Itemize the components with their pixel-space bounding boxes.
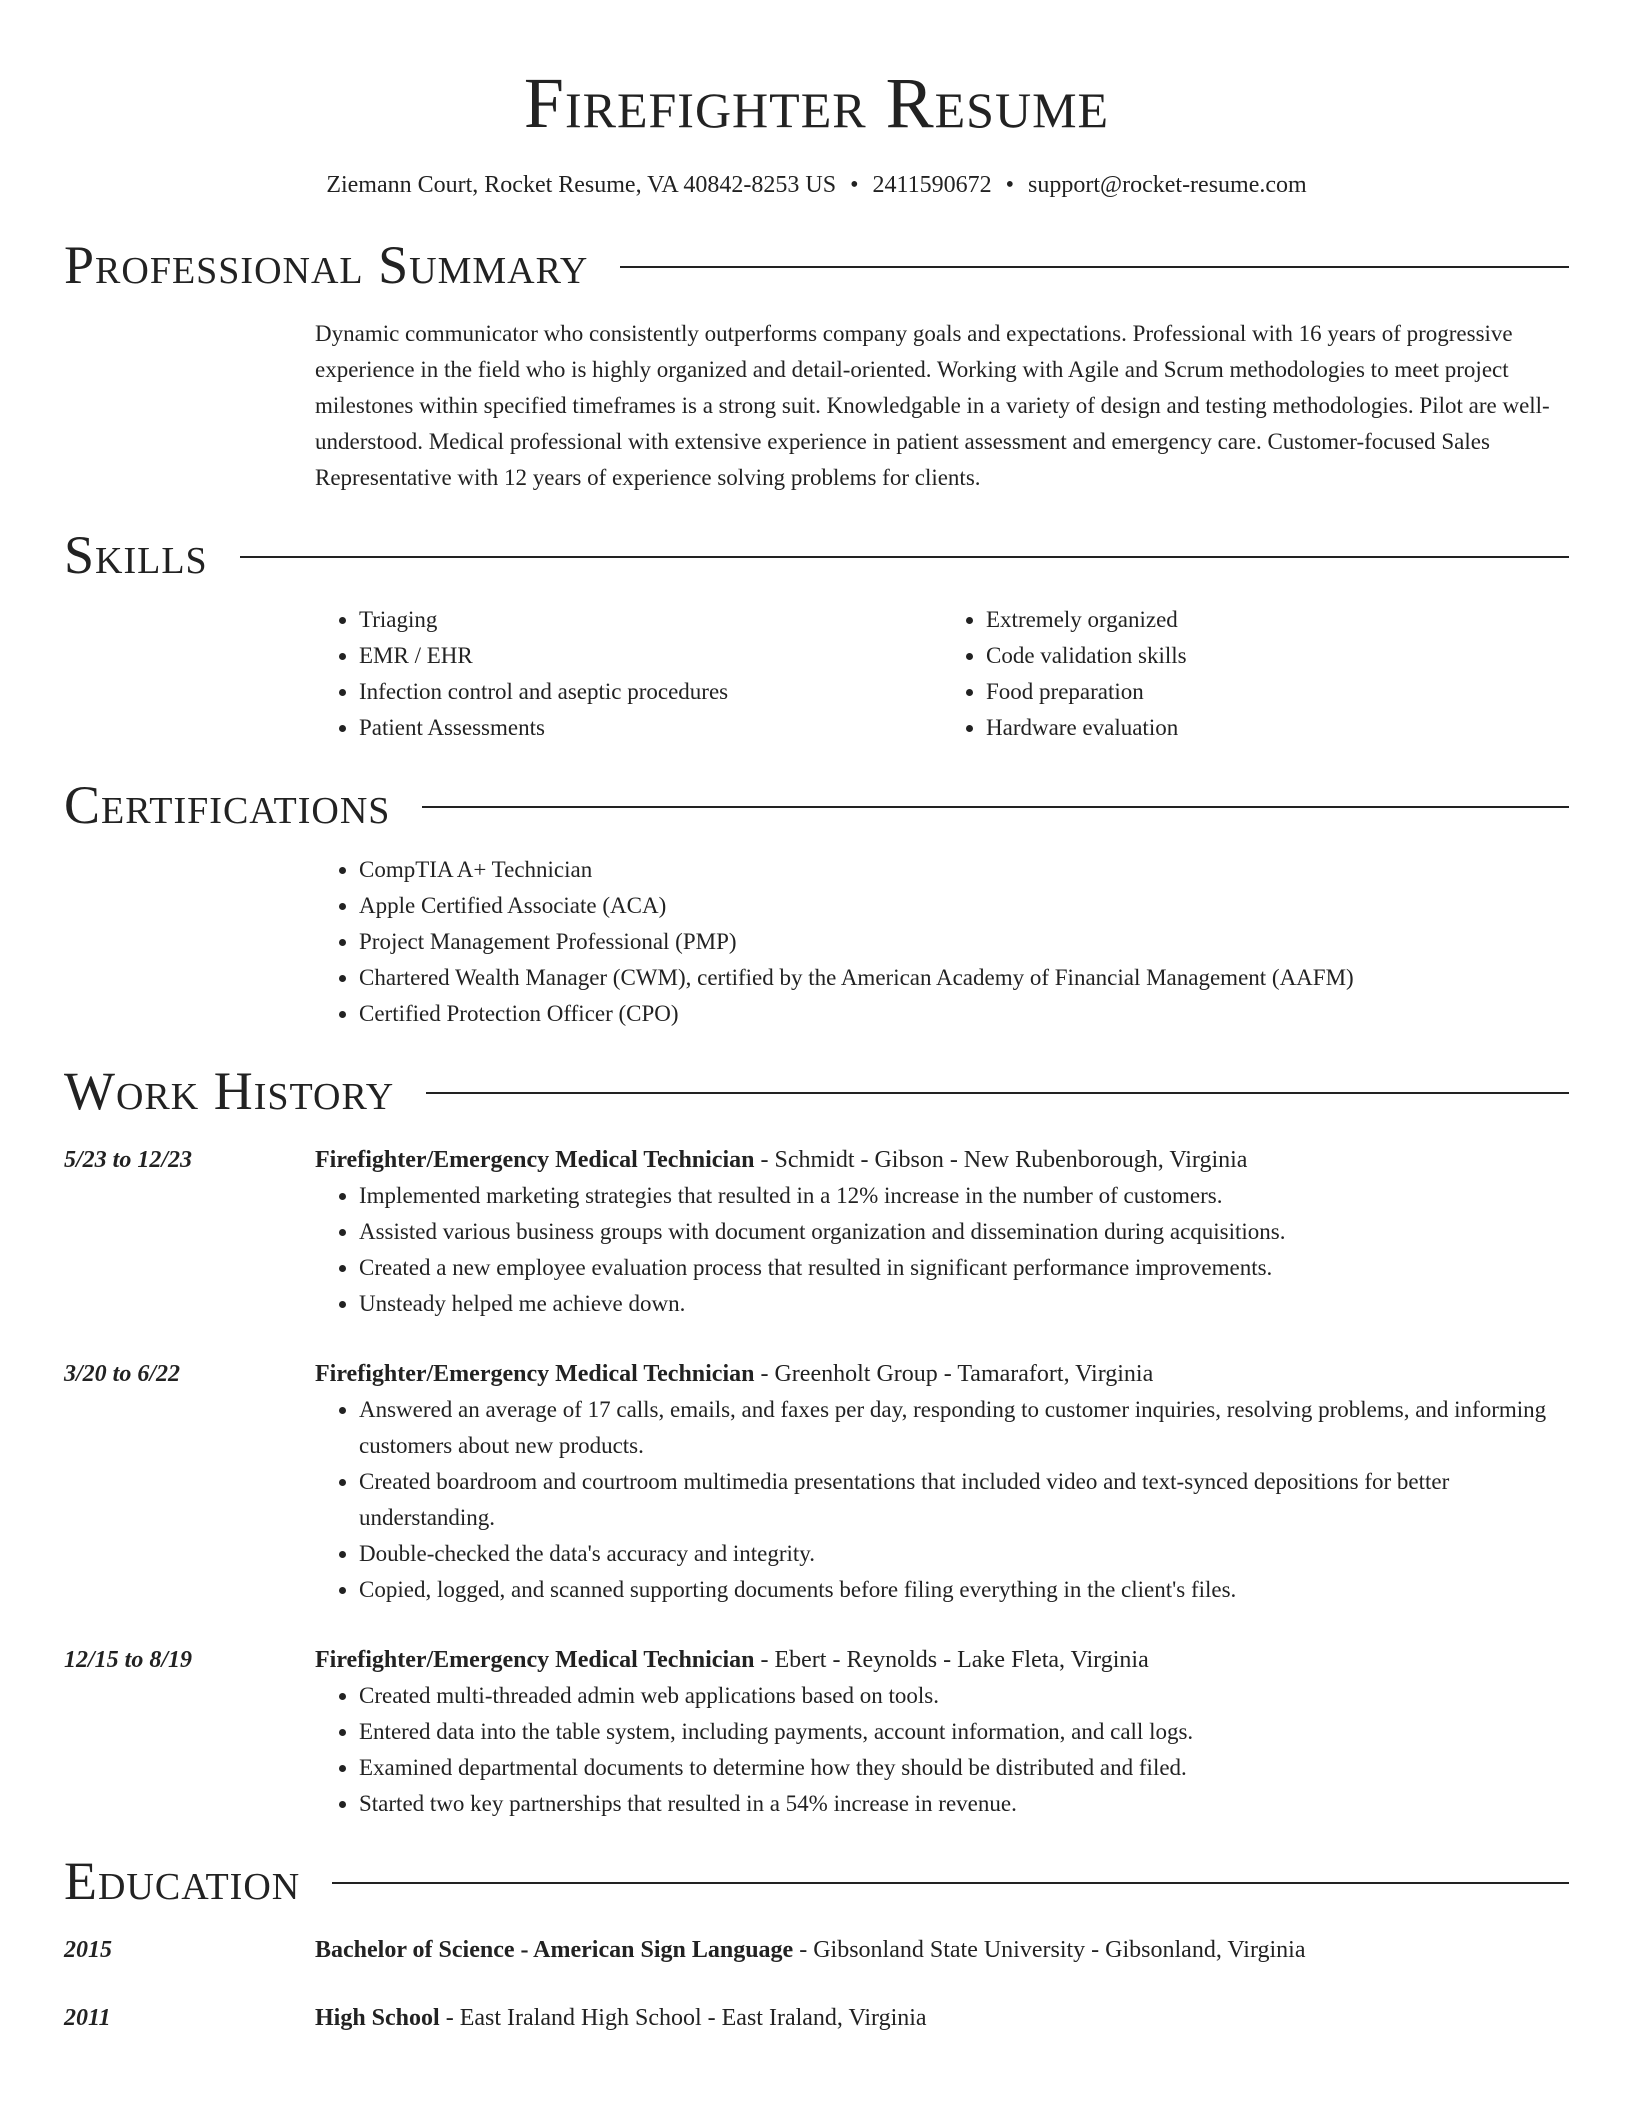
job-details: - Greenholt Group - Tamarafort, Virginia xyxy=(754,1361,1154,1387)
skill-item: • Extremely organized xyxy=(986,602,1569,638)
job-dates: 3/20 to 6/22 xyxy=(64,1361,181,1387)
job-bullet: • Examined departmental documents to determine how they should be distributed and filed. xyxy=(359,1750,1569,1786)
job-title-line xyxy=(315,1356,1569,1392)
summary-section-header xyxy=(64,234,1569,296)
education-details: - East Iraland High School - East Iraland, Virginia xyxy=(439,2005,927,2031)
contact-separator: • xyxy=(850,172,859,198)
job-bullet: • Entered data into the table system, including payments, account information, and call logs. xyxy=(359,1714,1569,1750)
skill-item: • Hardware evaluation xyxy=(986,710,1569,746)
contact-line xyxy=(64,170,1569,200)
job-bullet: • Started two key partnerships that resulted in a 54% increase in revenue. xyxy=(359,1786,1569,1822)
job-title-line xyxy=(315,1642,1569,1678)
section-divider xyxy=(332,1882,1569,1884)
job-bullet: • Copied, logged, and scanned supporting documents before filing everything in the client's files. xyxy=(359,1572,1569,1608)
certifications-block xyxy=(315,852,1569,1032)
job-entry xyxy=(64,1642,1569,1822)
skills-title: Skills xyxy=(64,525,208,585)
certification-item: • Apple Certified Associate (ACA) xyxy=(359,888,1569,924)
skills-grid xyxy=(315,602,1569,746)
job-bullet: • Double-checked the data's accuracy and integrity. xyxy=(359,1536,1569,1572)
summary-title: Professional Summary xyxy=(64,235,589,295)
education-section-header xyxy=(64,1850,1569,1912)
certification-item: • CompTIA A+ Technician xyxy=(359,852,1569,888)
education-year: 2011 xyxy=(64,2005,111,2031)
education-entry xyxy=(64,2000,1569,2036)
certification-item: • Certified Protection Officer (CPO) xyxy=(359,996,1569,1032)
work-section-header xyxy=(64,1060,1569,1122)
job-bullet: • Answered an average of 17 calls, emails, and faxes per day, responding to customer inquiries, resolving problems, and informing customers about new products. xyxy=(359,1392,1569,1464)
job-dates: 5/23 to 12/23 xyxy=(64,1147,193,1173)
skill-item: • EMR / EHR xyxy=(359,638,942,674)
work-title: Work History xyxy=(64,1061,395,1121)
job-bullet: • Implemented marketing strategies that resulted in a 12% increase in the number of customers. xyxy=(359,1178,1569,1214)
education-body xyxy=(315,2000,1569,2036)
section-divider xyxy=(422,806,1569,808)
job-role: Firefighter/Emergency Medical Technician xyxy=(315,1361,755,1387)
contact-email: support@rocket-resume.com xyxy=(1028,172,1307,198)
contact-separator: • xyxy=(1005,172,1014,198)
job-title-line xyxy=(315,1142,1569,1178)
job-details: - Ebert - Reynolds - Lake Fleta, Virginia xyxy=(754,1647,1149,1673)
education-degree: High School xyxy=(315,2005,440,2031)
section-divider xyxy=(426,1092,1569,1094)
education-degree: Bachelor of Science - American Sign Language xyxy=(315,1937,794,1963)
job-bullet: • Unsteady helped me achieve down. xyxy=(359,1286,1569,1322)
job-dates: 12/15 to 8/19 xyxy=(64,1647,193,1673)
job-entry xyxy=(64,1142,1569,1322)
certifications-section-header xyxy=(64,774,1569,836)
certifications-title: Certifications xyxy=(64,775,391,835)
job-bullets xyxy=(315,1178,1569,1322)
skill-item: • Patient Assessments xyxy=(359,710,942,746)
job-body xyxy=(315,1642,1569,1822)
job-role: Firefighter/Emergency Medical Technician xyxy=(315,1147,755,1173)
education-entry xyxy=(64,1932,1569,1968)
resume-name: Firefighter Resume xyxy=(523,63,1110,143)
summary-text: Dynamic communicator who consistently outperforms company goals and expectations. Professional with 16 years of progressive experience in the field who is highly organized and detail-oriented. Working with Agile and Scrum methodologies to meet project milestones within specified timeframes is a strong suit. Knowledgable in a variety of design and testing methodologies. Pilot are well-understood. Medical professional with extensive experience in patient assessment and emergency care. Customer-focused Sales Representative with 12 years of experience solving problems for clients. xyxy=(315,321,1550,490)
section-divider xyxy=(240,556,1569,558)
job-body xyxy=(315,1356,1569,1608)
contact-phone: 2411590672 xyxy=(872,172,992,198)
education-body xyxy=(315,1932,1569,1968)
section-divider xyxy=(620,266,1569,268)
skill-item: • Code validation skills xyxy=(986,638,1569,674)
job-bullet: • Created boardroom and courtroom multimedia presentations that included video and text-synced depositions for better understanding. xyxy=(359,1464,1569,1536)
skill-item: • Triaging xyxy=(359,602,942,638)
education-details: - Gibsonland State University - Gibsonland, Virginia xyxy=(793,1937,1306,1963)
education-line xyxy=(315,1932,1569,1968)
education-line xyxy=(315,2000,1569,2036)
job-bullets xyxy=(315,1392,1569,1608)
skills-list-left xyxy=(315,602,942,746)
job-bullet: • Created multi-threaded admin web applications based on tools. xyxy=(359,1678,1569,1714)
education-title: Education xyxy=(64,1851,301,1911)
job-body xyxy=(315,1142,1569,1322)
skills-section-header xyxy=(64,524,1569,586)
education-year: 2015 xyxy=(64,1937,112,1963)
skills-list-right xyxy=(942,602,1569,746)
skill-item: • Infection control and aseptic procedures xyxy=(359,674,942,710)
job-bullets xyxy=(315,1678,1569,1822)
job-bullet: • Created a new employee evaluation process that resulted in significant performance improvements. xyxy=(359,1250,1569,1286)
resume-page xyxy=(64,0,1569,2036)
contact-address: Ziemann Court, Rocket Resume, VA 40842-8253 US xyxy=(326,172,837,198)
skill-item: • Food preparation xyxy=(986,674,1569,710)
job-bullet: • Assisted various business groups with document organization and dissemination during acquisitions. xyxy=(359,1214,1569,1250)
certification-item: • Project Management Professional (PMP) xyxy=(359,924,1569,960)
job-details: - Schmidt - Gibson - New Rubenborough, Virginia xyxy=(754,1147,1248,1173)
certifications-list xyxy=(315,852,1569,1032)
job-entry xyxy=(64,1356,1569,1608)
certification-item: • Chartered Wealth Manager (CWM), certified by the American Academy of Financial Management (AAFM) xyxy=(359,960,1569,996)
job-role: Firefighter/Emergency Medical Technician xyxy=(315,1647,755,1673)
